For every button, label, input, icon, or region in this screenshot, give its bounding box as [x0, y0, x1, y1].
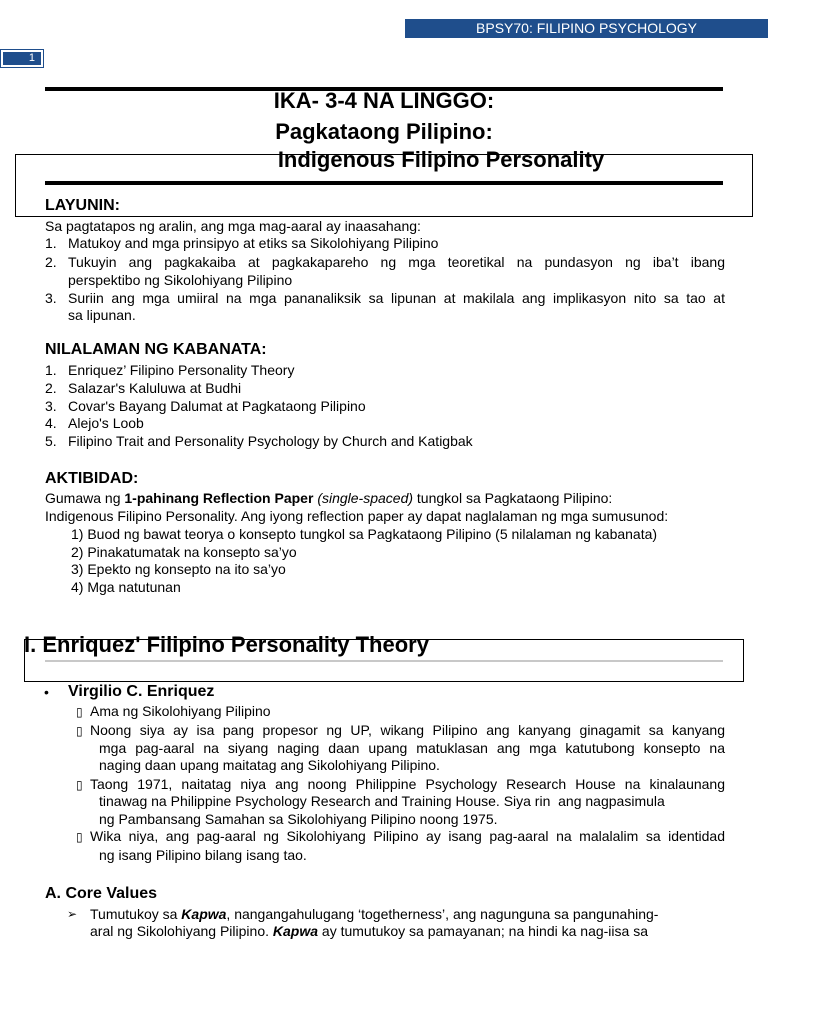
- aktibidad-single-spaced: (single-spaced): [317, 490, 414, 506]
- aktibidad-paragraph-line-2: Indigenous Filipino Personality. Ang iyong reflection paper ay dapat naglalaman ng mga sumusunod:: [45, 508, 669, 524]
- enriquez-point-4-line-1: Wika niya, ang pag-aaral ng Sikolohiyang Pilipino ay isang pag-aaral na malalalim sa identidad: [90, 828, 725, 844]
- nilalaman-item-4: Alejo's Loob: [68, 415, 144, 431]
- core-values-line-1: [90, 905, 725, 923]
- nilalaman-num-3: 3.: [45, 398, 57, 414]
- nilalaman-num-1: 1.: [45, 362, 57, 378]
- sub-bullet-icon: ▯: [76, 724, 83, 738]
- nilalaman-num-2: 2.: [45, 380, 57, 396]
- section-divider: [45, 660, 723, 662]
- title-bottom-rule: [45, 181, 723, 185]
- layunin-item-3-line-1: Suriin ang mga umiiral na mga pananaliksik sa lipunan at makilala ang implikasyon nito sa tao at: [68, 290, 725, 306]
- layunin-intro: Sa pagtatapos ng aralin, ang mga mag-aaral ay inaasahang:: [45, 218, 421, 234]
- nilalaman-item-2: Salazar's Kaluluwa at Budhi: [68, 380, 242, 396]
- arrow-bullet-icon: ➢: [67, 907, 78, 921]
- enriquez-point-1: Ama ng Sikolohiyang Pilipino: [90, 703, 271, 719]
- enriquez-point-3-line-3: ng Pambansang Samahan sa Sikolohiyang Pilipino noong 1975.: [99, 811, 498, 827]
- enriquez-point-4-line-2: ng isang Pilipino bilang isang tao.: [99, 847, 307, 863]
- aktibidad-reflection-paper: 1-pahinang Reflection Paper: [124, 490, 314, 506]
- enriquez-name: Virgilio C. Enriquez: [68, 683, 215, 700]
- core-values-term-kapwa: Kapwa: [272, 923, 319, 939]
- core-values-term-kapwa: Kapwa: [181, 906, 227, 922]
- section-heading-enriquez: I. Enriquez' Filipino Personality Theory: [24, 632, 429, 657]
- sub-bullet-icon: ▯: [76, 705, 83, 719]
- layunin-num-2: 2.: [45, 254, 57, 270]
- nilalaman-num-4: 4.: [45, 415, 57, 431]
- enriquez-point-2-line-1: Noong siya ay isa pang propesor ng UP, wikang Pilipino ang kanyang ginagamit sa kanyang: [90, 722, 725, 738]
- layunin-item-2-line-2: perspektibo ng Sikolohiyang Pilipino: [68, 272, 293, 288]
- layunin-item-1: Matukoy and mga prinsipyo at etiks sa Sikolohiyang Pilipino: [68, 235, 439, 251]
- enriquez-point-3-line-2: tinawag na Philippine Psychology Research and Training House. Siya rin ang nagpasimula: [99, 793, 665, 809]
- title-subtopic: Indigenous Filipino Personality: [277, 147, 605, 172]
- core-values-text: ay tumutukoy sa pamayanan; na hindi ka nag-iisa sa: [318, 923, 648, 939]
- page-number: 1: [3, 52, 41, 65]
- aktibidad-text-pre: Gumawa ng: [45, 490, 125, 506]
- core-values-heading: A. Core Values: [45, 885, 158, 902]
- aktibidad-paragraph-line-1: [45, 489, 612, 507]
- nilalaman-item-3: Covar's Bayang Dalumat at Pagkataong Pilipino: [68, 398, 366, 414]
- core-values-text: aral ng Sikolohiyang Pilipino.: [90, 923, 273, 939]
- aktibidad-item-1: 1) Buod ng bawat teorya o konsepto tungkol sa Pagkataong Pilipino (5 nilalaman ng kabanata): [71, 526, 658, 542]
- title-week: IKA- 3-4 NA LINGGO:: [273, 88, 495, 113]
- core-values-line-2: [90, 922, 725, 940]
- layunin-item-3-line-2: sa lipunan.: [68, 307, 136, 323]
- nilalaman-item-5: Filipino Trait and Personality Psychology by Church and Katigbak: [68, 433, 473, 449]
- bullet-icon: •: [44, 684, 49, 700]
- layunin-num-3: 3.: [45, 290, 57, 306]
- sub-bullet-icon: ▯: [76, 830, 83, 844]
- nilalaman-heading: NILALAMAN NG KABANATA:: [45, 341, 267, 358]
- aktibidad-item-2: 2) Pinakatumatak na konsepto sa’yo: [71, 544, 297, 560]
- aktibidad-item-3: 3) Epekto ng konsepto na ito sa’yo: [71, 561, 286, 577]
- title-topic: Pagkataong Pilipino:: [275, 119, 493, 144]
- layunin-num-1: 1.: [45, 235, 57, 251]
- enriquez-point-2-line-2: mga pag-aaral na siyang naging daan upang matuklasan ang mga katutubong konsepto na: [99, 740, 725, 756]
- nilalaman-item-1: Enriquez’ Filipino Personality Theory: [68, 362, 295, 378]
- core-values-text: Tumutukoy sa: [90, 906, 182, 922]
- sub-bullet-icon: ▯: [76, 778, 83, 792]
- course-header-band: BPSY70: FILIPINO PSYCHOLOGY: [405, 19, 768, 38]
- page-number-box: [0, 49, 44, 68]
- enriquez-point-2-line-3: naging daan upang maitatag ang Sikolohiyang Pilipino.: [99, 757, 440, 773]
- layunin-heading: LAYUNIN:: [45, 197, 120, 214]
- section-heading-clip: [24, 628, 744, 657]
- enriquez-point-3-line-1: Taong 1971, naitatag niya ang noong Philippine Psychology Research House na kinalaunang: [90, 776, 725, 792]
- aktibidad-heading: AKTIBIDAD:: [45, 470, 139, 487]
- core-values-text: , nangangahulugang ‘togetherness’, ang nagunguna sa pangunahing-: [226, 906, 659, 922]
- aktibidad-item-4: 4) Mga natutunan: [71, 579, 181, 595]
- layunin-item-2-line-1: Tukuyin ang pagkakaiba at pagkakapareho ng mga teoretikal na pundasyon ng iba’t ibang: [68, 254, 725, 270]
- aktibidad-text-post: tungkol sa Pagkataong Pilipino:: [413, 490, 613, 506]
- nilalaman-num-5: 5.: [45, 433, 57, 449]
